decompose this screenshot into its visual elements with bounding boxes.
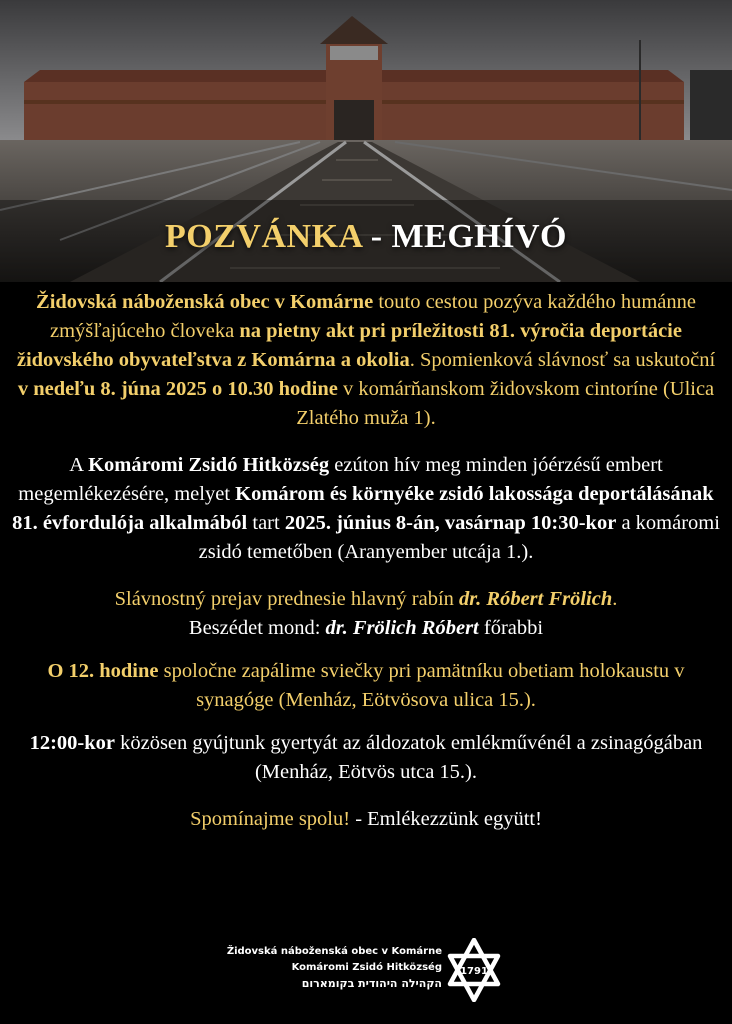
text-run: Beszédet mond:: [188, 617, 326, 639]
text-run: a komáromi zsidó temetőben (Aranyember utcája 1.).: [198, 512, 720, 563]
text-run: tart: [247, 512, 285, 534]
text-run: touto cestou pozýva každého humánne zmýšľajúceho človeka: [50, 291, 696, 342]
title-part-1: POZVÁNKA: [165, 218, 362, 255]
footer-line-hungarian: Komáromi Zsidó Hitközség: [291, 962, 442, 973]
closing-line: [10, 805, 722, 834]
text-run: O 12. hodine: [47, 660, 159, 682]
text-run: dr. Frölich Róbert: [325, 617, 479, 639]
invitation-body: [0, 284, 732, 834]
text-run: na pietny akt pri príležitosti 81. výročia deportácie židovského obyvateľstva z Komárna a okolia: [16, 320, 682, 371]
speaker-hungarian: [189, 617, 543, 639]
text-run: spoločne zapálime sviečky pri pamätníku obetiam holokaustu v synagóge (Menház, Eötvösova ulica 15.).: [158, 660, 685, 711]
paragraph-speaker: [10, 585, 722, 643]
text-run: közösen gyújtunk gyertyát az áldozatok emlékművénél a zsinagógában (Menház, Eötvös utca 15.).: [114, 732, 703, 783]
text-run: .: [612, 588, 618, 610]
text-run: 2025. június 8-án, vasárnap 10:30-kor: [284, 512, 617, 534]
text-run: A: [69, 454, 89, 476]
text-run: főrabbi: [478, 617, 544, 639]
text-run: v nedeľu 8. júna 2025 o 10.30 hodine: [17, 378, 338, 400]
footer-organization-names: [200, 944, 442, 992]
page-title: [0, 218, 732, 256]
text-run: ezúton hív meg minden jóérzésű embert megemlékezésére, melyet: [18, 454, 663, 505]
title-separator: -: [361, 218, 392, 255]
text-run: 12:00-kor: [29, 732, 115, 754]
star-of-david-icon: [446, 938, 502, 1002]
text-run: v komárňanskom židovskom cintoríne (Ulica Zlatého muža 1).: [296, 378, 715, 429]
text-run: Spomínajme spolu!: [190, 808, 351, 830]
text-run: Komárom és környéke zsidó lakossága deportálásának 81. évfordulója alkalmából: [12, 483, 714, 534]
footer-logo: [0, 938, 732, 1018]
paragraph-slovak-invitation: [10, 288, 722, 433]
paragraph-hungarian-invitation: [10, 451, 722, 567]
paragraph-candles-hungarian: [10, 729, 722, 787]
speaker-slovak: [115, 588, 618, 610]
footer-line-hebrew: הקהילה היהודית בקומארום: [301, 977, 442, 990]
text-run: . Spomienková slávnosť sa uskutoční: [409, 349, 716, 371]
title-part-2: MEGHÍVÓ: [391, 218, 567, 255]
text-run: Židovská náboženská obec v Komárne: [36, 291, 374, 313]
hero-image: [0, 0, 732, 282]
text-run: Komáromi Zsidó Hitközség: [88, 454, 330, 476]
text-run: dr. Róbert Frölich: [459, 588, 613, 610]
paragraph-candles-slovak: [10, 657, 722, 715]
text-run: -: [350, 808, 368, 830]
footer-line-slovak: Židovská náboženská obec v Komárne: [226, 946, 442, 957]
text-run: Slávnostný prejav prednesie hlavný rabín: [114, 588, 460, 610]
text-run: Emlékezzünk együtt!: [367, 808, 542, 830]
star-year: 1791: [460, 966, 488, 977]
